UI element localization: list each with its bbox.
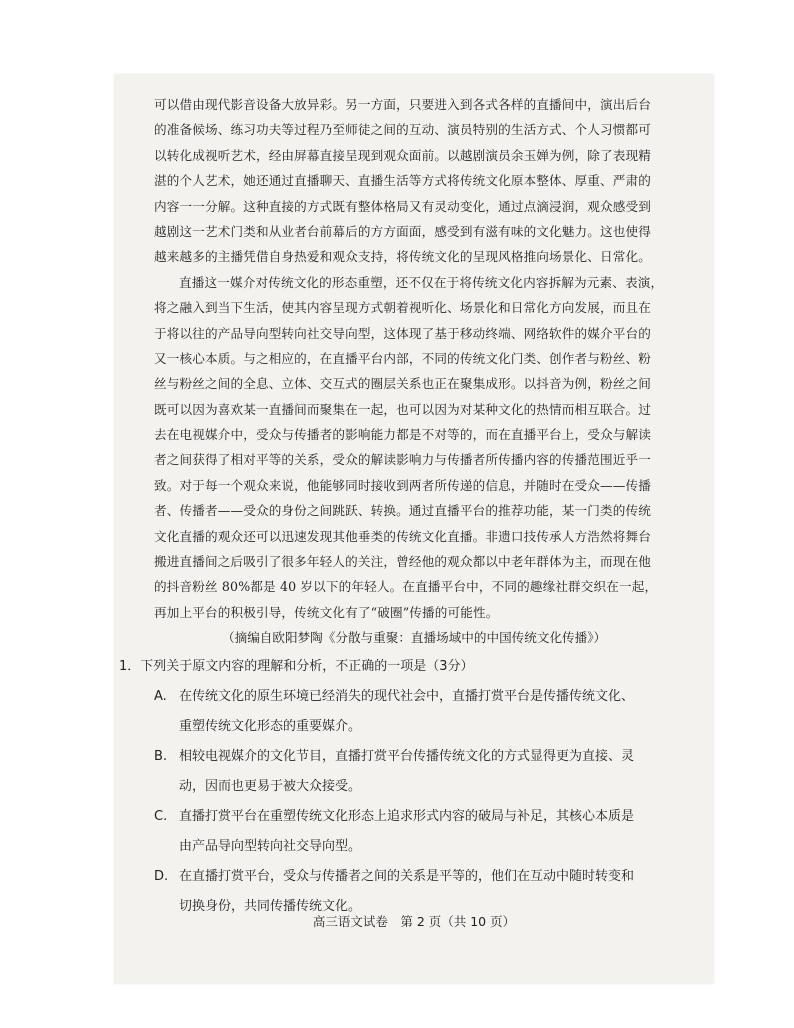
passage-line: 于将以往的产品导向型转向社交导向型，这体现了基于移动终端、网络软件的媒介平台的 bbox=[154, 325, 652, 341]
option-letter: C. bbox=[154, 809, 168, 825]
passage-line: 的抖音粉丝 80%都是 40 岁以下的年轻人。在直播平台中，不同的趣缘社群交织在一起， bbox=[154, 579, 658, 595]
passage-line: 直播这一媒介对传统文化的形态重塑，还不仅在于将传统文化内容拆解为元素、表演， bbox=[179, 274, 664, 290]
option-line: 直播打赏平台在重塑传统文化形态上追求形式内容的破局与补足，其核心本质是 bbox=[179, 809, 635, 825]
passage-line: 越剧这一艺术门类和从业者台前幕后的方方面面，感受到有滋有味的文化魅力。这也使得 bbox=[154, 223, 652, 239]
passage-line: 既可以因为喜欢某一直播间而聚集在一起，也可以因为对某种文化的热情而相互联合。过 bbox=[154, 401, 652, 417]
option-line: 由产品导向型转向社交导向型。 bbox=[179, 839, 362, 855]
option-line: 在直播打赏平台，受众与传播者之间的关系是平等的，他们在互动中随时转变和 bbox=[179, 869, 635, 885]
exam-page bbox=[114, 74, 714, 984]
option-letter: B. bbox=[154, 749, 168, 765]
option-c bbox=[154, 802, 684, 862]
passage-line: 内容一一分解。这种直接的方式既有整体格局又有灵动变化，通过点滴浸润，观众感受到 bbox=[154, 198, 652, 214]
page-content bbox=[119, 92, 684, 922]
passage-line: 再加上平台的积极引导，传统文化有了“破圈”传播的可能性。 bbox=[154, 604, 499, 620]
option-line: 相较电视媒介的文化节目，直播打赏平台传播传统文化的方式显得更为直接、灵 bbox=[179, 749, 635, 765]
passage-line: 的准备候场、练习功夫等过程乃至师徒之间的互动、演员特别的生活方式、个人习惯都可 bbox=[154, 122, 652, 138]
option-line: 切换身份，共同传播传统文化。 bbox=[179, 899, 362, 915]
option-line: 重塑传统文化形态的重要媒介。 bbox=[179, 719, 362, 735]
passage-line: 者、传播者——受众的身份之间跳跃、转换。通过直播平台的推荐功能，某一门类的传统 bbox=[154, 503, 652, 519]
passage-source: （摘编自欧阳梦陶《分散与重聚：直播场域中的中国传统文化传播》） bbox=[222, 630, 607, 646]
passage-line: 去在电视媒介中，受众与传播者的影响能力都是不对等的，而在直播平台上，受众与解读 bbox=[154, 427, 652, 443]
page-footer: 高三语文试卷 第 2 页（共 10 页） bbox=[312, 914, 516, 929]
option-line: 动，因而也更易于被大众接受。 bbox=[179, 779, 362, 795]
option-letter: A. bbox=[154, 689, 167, 705]
option-letter: D. bbox=[154, 869, 169, 885]
passage-line: 者之间获得了相对平等的关系，受众的解读影响力与传播者所传播内容的传播范围近乎一 bbox=[154, 452, 652, 468]
passage-line: 丝与粉丝之间的全息、立体、交互式的圈层关系也正在聚集成形。以抖音为例，粉丝之间 bbox=[154, 376, 652, 392]
passage-line: 搬进直播间之后吸引了很多年轻人的关注，曾经他的观众都以中老年群体为主，而现在他 bbox=[154, 554, 652, 570]
passage-line: 可以借由现代影音设备大放异彩。另一方面，只要进入到各式各样的直播间中，演出后台 bbox=[154, 97, 652, 112]
option-line: 在传统文化的原生环境已经消失的现代社会中，直播打赏平台是传播传统文化、 bbox=[179, 689, 635, 705]
option-b bbox=[154, 742, 684, 802]
passage-line: 又一核心本质。与之相应的，在直播平台内部，不同的传统文化门类、创作者与粉丝、粉 bbox=[154, 350, 652, 366]
passage-line: 致。对于每一个观众来说，他能够同时接收到两者所传递的信息，并随时在受众——传播 bbox=[154, 477, 652, 493]
passage-line: 越来越多的主播凭借自身热爱和观众支持，将传统文化的呈现风格推向场景化、日常化。 bbox=[154, 249, 652, 265]
passage-paragraph-1 bbox=[154, 92, 684, 270]
option-a bbox=[154, 682, 684, 742]
passage-line: 湛的个人艺术，她还通过直播聊天、直播生活等方式将传统文化原本整体、厚重、严肃的 bbox=[154, 173, 652, 189]
passage-paragraph-2 bbox=[154, 270, 684, 625]
passage-line: 以转化成视听艺术，经由屏幕直接呈现到观众面前。以越剧演员余玉婵为例，除了表现精 bbox=[154, 147, 652, 163]
passage-line: 文化直播的观众还可以迅速发现其他垂类的传统文化直播。非遗口技传承人方浩然将舞台 bbox=[154, 528, 652, 544]
question-stem: 1．下列关于原文内容的理解和分析，不正确的一项是（3分） bbox=[119, 659, 474, 675]
passage-line: 将之融入到当下生活，使其内容呈现方式朝着视听化、场景化和日常化方向发展，而且在 bbox=[154, 300, 652, 316]
